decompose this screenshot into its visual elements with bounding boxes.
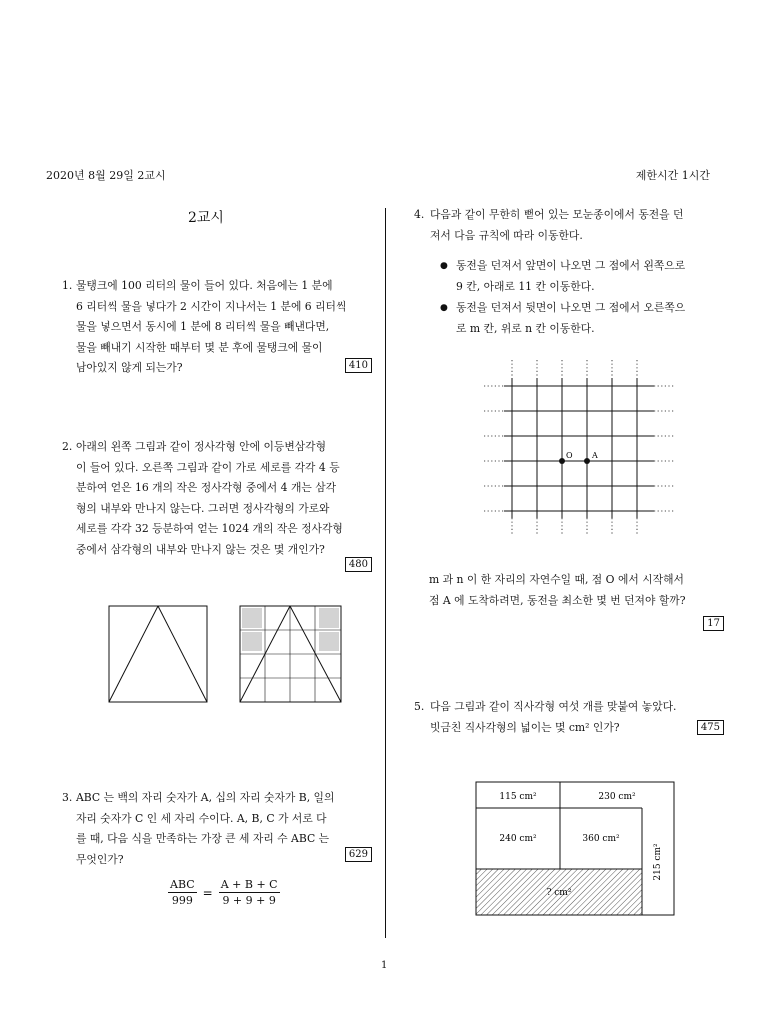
answer-box: 480 <box>345 557 372 572</box>
problem-2-line: 세로를 각각 32 등분하여 얻는 1024 개의 작은 정사각형 <box>76 522 343 535</box>
problem-1-line: 물을 넣으면서 동시에 1 분에 8 리터씩 물을 빼낸다면, <box>76 320 330 333</box>
formula-rhs-fraction <box>219 878 280 907</box>
formula-lhs-fraction <box>168 878 197 907</box>
problem-3-line: 무엇인가? <box>76 852 124 866</box>
problem-2-number: 2. <box>62 440 73 453</box>
problem-3 <box>62 788 372 870</box>
problem-3-number: 3. <box>62 791 73 804</box>
answer-box: 410 <box>345 358 372 373</box>
area-label-240: 240 cm² <box>499 834 537 844</box>
problem-1-line: 물을 빼내기 시작한 때부터 몇 분 후에 물탱크에 물이 <box>76 340 323 354</box>
problem-4-line: 다음과 같이 무한히 뻗어 있는 모눈종이에서 동전을 던 <box>430 208 684 221</box>
problem-4-question-line: 점 A 에 도착하려면, 동전을 최소한 몇 번 던져야 할까? <box>429 593 686 607</box>
problem-4-bullet-2 <box>440 298 730 339</box>
triangle-grid-figure <box>240 606 341 702</box>
problem-3-line: ABC 는 백의 자리 숫자가 A, 십의 자리 숫자가 B, 일의 <box>76 791 335 804</box>
area-label-230: 230 cm² <box>598 792 636 802</box>
problem-2-line: 형의 내부와 만나지 않는다. 그러면 정사각형의 가로와 <box>76 501 330 515</box>
problem-4-number: 4. <box>414 208 425 221</box>
bullet-line: 9 칸, 아래로 11 칸 이동한다. <box>456 279 595 293</box>
problem-4-bullet-1 <box>440 256 730 297</box>
problem-1 <box>62 276 372 379</box>
problem-4-line: 져서 다음 규칙에 따라 이동한다. <box>430 228 583 242</box>
page-number: 1 <box>381 960 388 971</box>
point-a-dot <box>584 458 590 464</box>
formula-lhs-denominator: 999 <box>171 894 193 907</box>
point-a-label: A <box>592 451 598 460</box>
problem-1-line: 물탱크에 100 리터의 물이 들어 있다. 처음에는 1 분에 <box>76 279 333 292</box>
problem-1-line: 남아있지 않게 되는가? <box>76 361 183 374</box>
answer-box: 475 <box>697 720 724 735</box>
area-label-215: 215 cm² <box>653 843 663 881</box>
bullet-icon: ● <box>440 303 448 313</box>
problem-2 <box>62 437 372 570</box>
area-label-360: 360 cm² <box>582 834 620 844</box>
area-label-unknown: ? cm² <box>546 888 572 898</box>
problem-3-line: 를 때, 다음 식을 만족하는 가장 큰 세 자리 수 ABC 는 <box>76 832 330 845</box>
answer-box: 17 <box>703 616 724 631</box>
problem-5 <box>414 697 729 738</box>
formula-rhs-numerator: A + B + C <box>220 878 278 891</box>
formula-lhs-numerator: ABC <box>170 878 195 891</box>
problem-5-line: 빗금친 직사각형의 넓이는 몇 cm² 인가? <box>430 720 620 734</box>
area-label-115: 115 cm² <box>499 792 537 802</box>
answer-box: 629 <box>345 847 372 862</box>
grid-paper-figure <box>480 358 680 538</box>
problem-2-figures <box>105 604 375 704</box>
column-divider <box>385 208 386 938</box>
problem-1-number: 1. <box>62 279 73 292</box>
header-time-limit: 제한시간 1시간 <box>635 169 710 182</box>
rectangles-figure <box>474 780 678 918</box>
problem-4-question-line: m 과 n 이 한 자리의 자연수일 때, 점 O 에서 시작해서 <box>429 573 684 586</box>
point-o-dot <box>559 458 565 464</box>
bullet-icon: ● <box>440 261 448 271</box>
problem-2-line: 중에서 삼각형의 내부와 만나지 않는 것은 몇 개인가? <box>76 542 325 556</box>
problem-2-line: 이 들어 있다. 오른쪽 그림과 같이 가로 세로를 각각 4 등 <box>76 460 340 474</box>
problem-2-line: 분하여 얻은 16 개의 작은 정사각형 중에서 4 개는 삼각 <box>76 481 337 494</box>
problem-1-line: 6 리터씩 물을 넣다가 2 시간이 지나서는 1 분에 6 리터씩 <box>76 299 347 313</box>
section-title: 2교시 <box>188 210 224 226</box>
triangle-in-square-figure <box>109 606 207 702</box>
point-o-label: O <box>566 451 573 460</box>
problem-4-question <box>429 570 729 629</box>
problem-5-line: 다음 그림과 같이 직사각형 여섯 개를 맞붙여 놓았다. <box>430 700 677 713</box>
problem-3-formula <box>168 878 280 907</box>
problem-3-line: 자리 숫자가 C 인 세 자리 수이다. A, B, C 가 서로 다 <box>76 811 327 825</box>
bullet-line: 동전을 던져서 앞면이 나오면 그 점에서 왼쪽으로 <box>456 259 686 272</box>
bullet-line: 동전을 던져서 뒷면이 나오면 그 점에서 오른쪽으 <box>456 301 686 314</box>
formula-rhs-denominator: 9 + 9 + 9 <box>222 894 276 907</box>
bullet-line: 로 m 칸, 위로 n 칸 이동한다. <box>456 321 595 335</box>
header-date-session: 2020년 8월 29일 2교시 <box>46 169 166 182</box>
formula-equals: = <box>202 885 213 900</box>
problem-4 <box>414 205 729 246</box>
problem-5-number: 5. <box>414 700 425 713</box>
problem-2-line: 아래의 왼쪽 그림과 같이 정사각형 안에 이등변삼각형 <box>76 440 327 453</box>
